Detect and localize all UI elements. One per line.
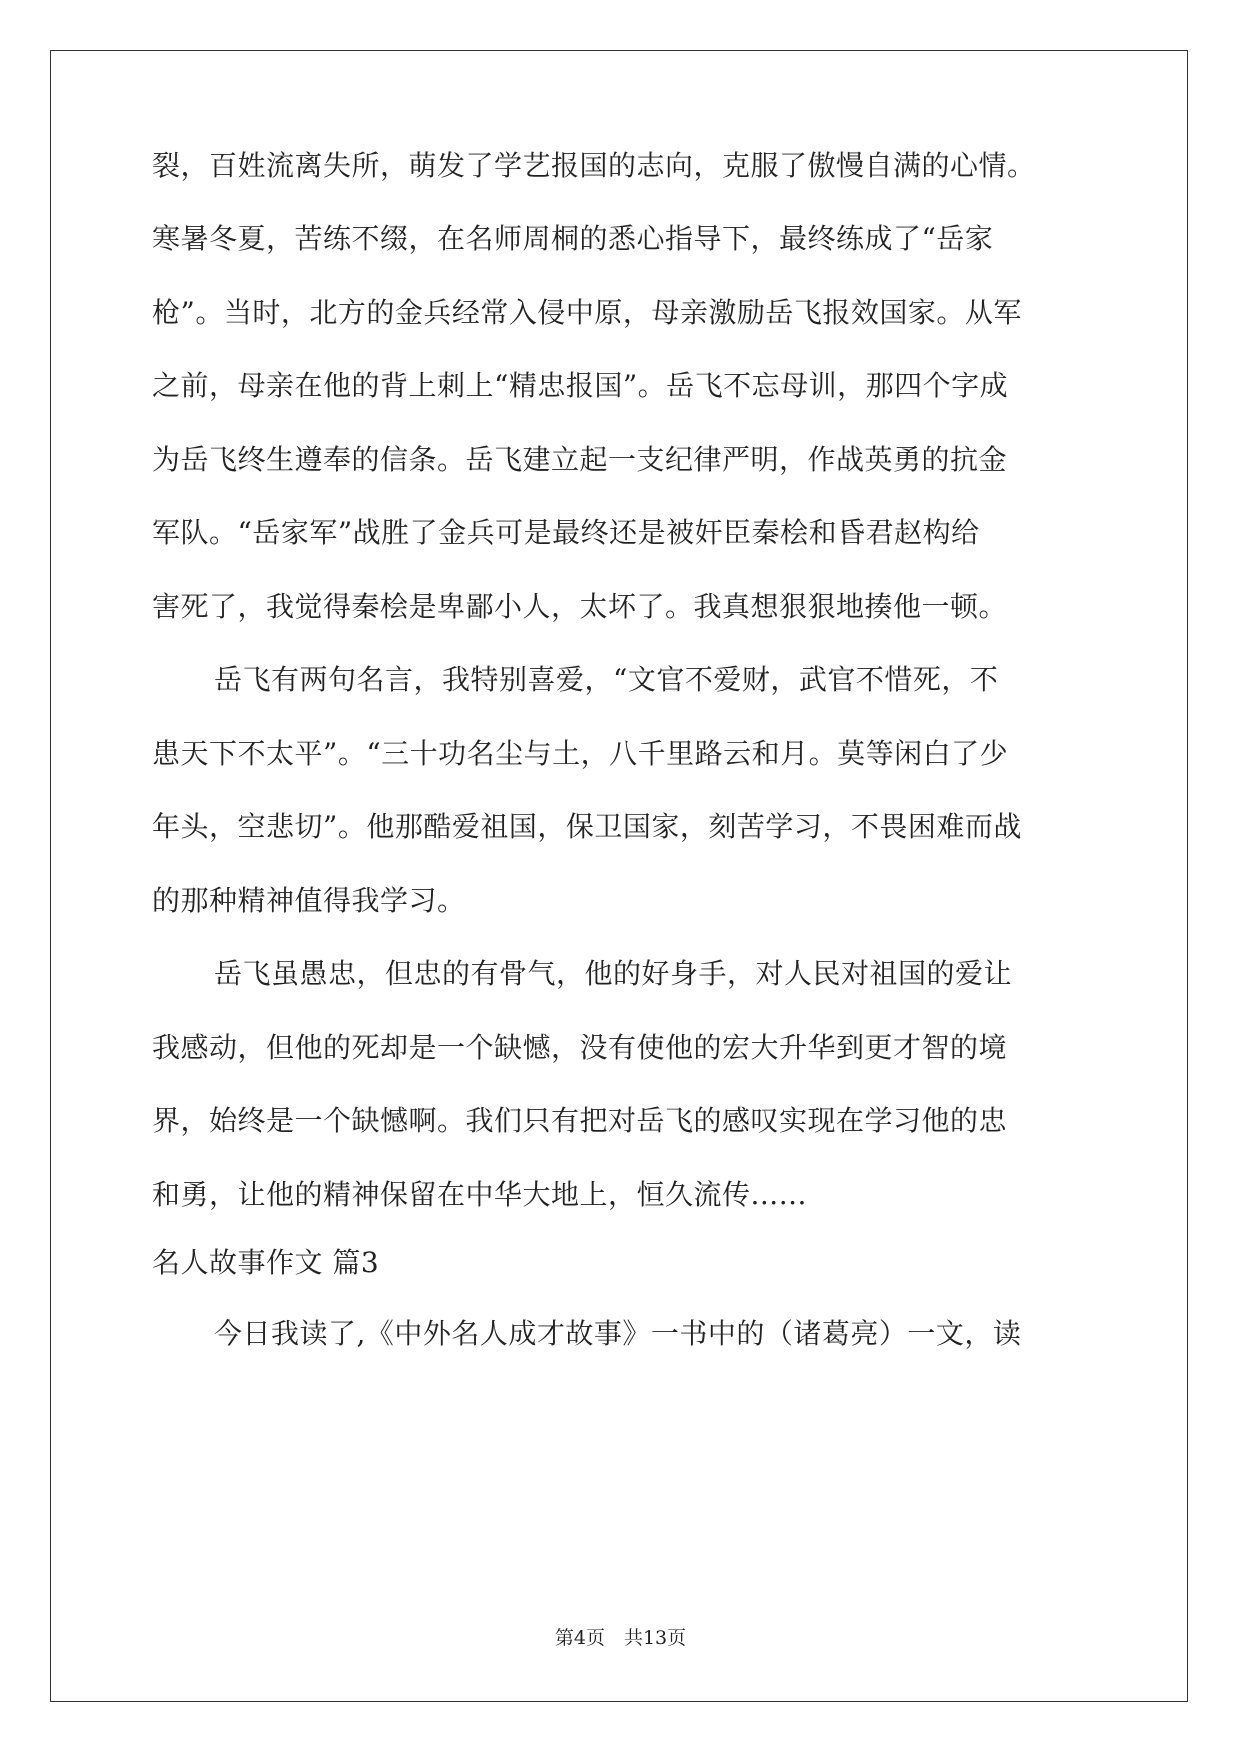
paragraph-start-line: 今日我读了,《中外名人成才故事》一书中的（诸葛亮）一文，读 bbox=[214, 1317, 1022, 1350]
text-line: 年头，空悲切”。他那酷爱祖国，保卫国家，刻苦学习，不畏困难而战 bbox=[152, 810, 1022, 843]
text-line: 界，始终是一个缺憾啊。我们只有把对岳飞的感叹实现在学习他的忠 bbox=[152, 1104, 1008, 1137]
page-footer: 第4页 共13页 bbox=[554, 1627, 687, 1649]
paragraph-start-line: 岳飞虽愚忠，但忠的有骨气，他的好身手，对人民对祖国的爱让 bbox=[214, 957, 1013, 990]
paragraph-start-line: 岳飞有两句名言，我特别喜爱，“文官不爱财，武官不惜死，不 bbox=[214, 663, 999, 696]
text-line: 为岳飞终生遵奉的信条。岳飞建立起一支纪律严明，作战英勇的抗金 bbox=[152, 443, 1008, 476]
text-line: 的那种精神值得我学习。 bbox=[152, 884, 466, 917]
text-line: 患天下不太平”。“三十功名尘与土，八千里路云和月。莫等闲白了少 bbox=[152, 737, 1009, 770]
text-line: 之前，母亲在他的背上刺上“精忠报国”。岳飞不忘母训，那四个字成 bbox=[152, 369, 1009, 402]
text-line: 寒暑冬夏，苦练不缀，在名师周桐的悉心指导下，最终练成了“岳家 bbox=[152, 222, 994, 255]
text-line: 军队。“岳家军”战胜了金兵可是最终还是被奸臣秦桧和昏君赵构给 bbox=[152, 516, 980, 549]
text-line: 枪”。当时，北方的金兵经常入侵中原，母亲激励岳飞报效国家。从军 bbox=[152, 296, 1022, 329]
text-line: 害死了，我觉得秦桧是卑鄙小人，太坏了。我真想狠狠地揍他一顿。 bbox=[152, 590, 1008, 623]
section-heading: 名人故事作文 篇3 bbox=[152, 1246, 380, 1279]
text-line: 我感动，但他的死却是一个缺憾，没有使他的宏大升华到更才智的境 bbox=[152, 1031, 1008, 1064]
text-line: 和勇，让他的精神保留在中华大地上，恒久流传...... bbox=[152, 1178, 807, 1211]
text-line: 裂，百姓流离失所，萌发了学艺报国的志向，克服了傲慢自满的心情。 bbox=[152, 149, 1036, 182]
